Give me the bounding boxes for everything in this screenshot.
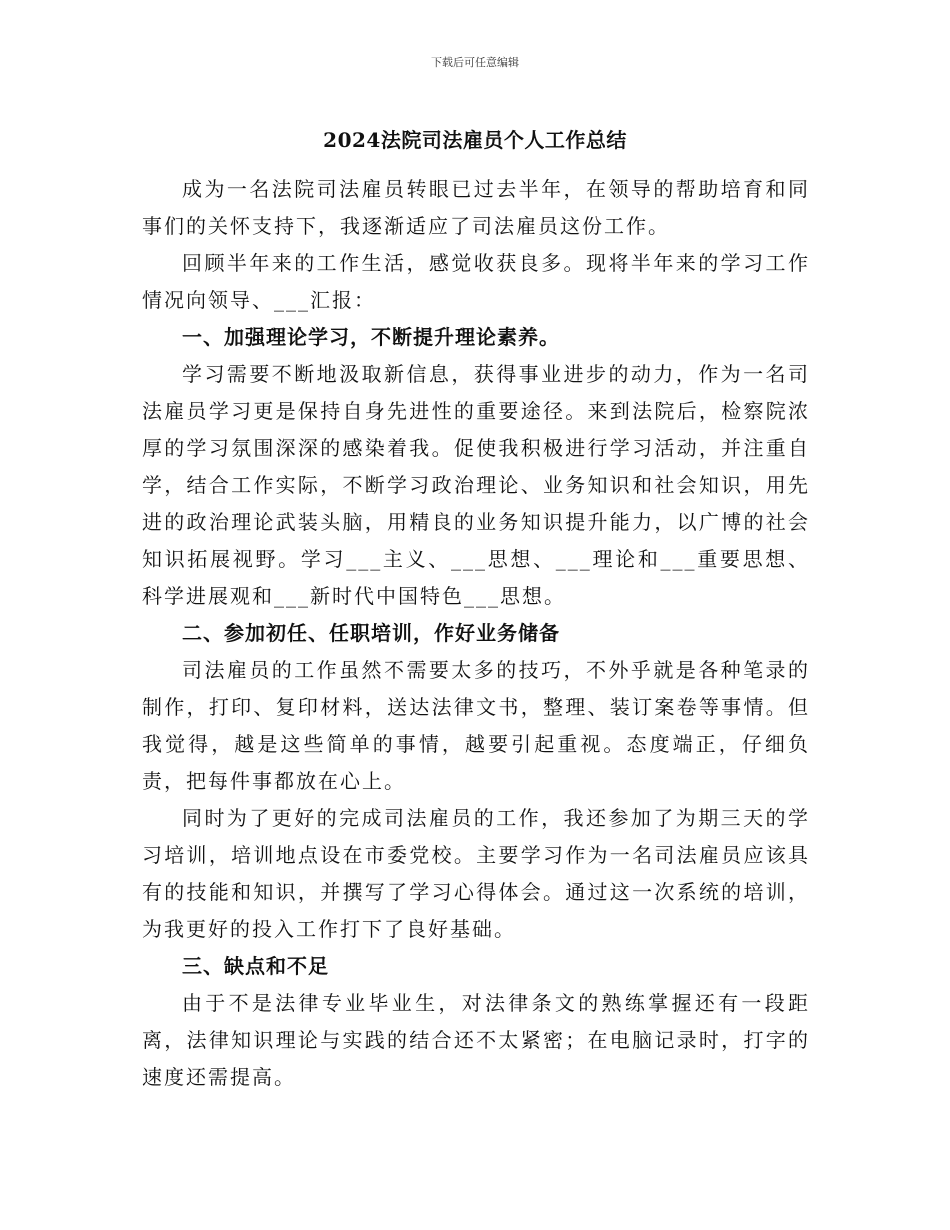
heading-section-2: 二、参加初任、任职培训，作好业务储备 (182, 621, 560, 645)
paragraph-study: 学习需要不断地汲取新信息，获得事业进步的动力，作为一名司法雇员学习更是保持自身先进性的重要途径。来到法院后，检察院浓厚的学习氛围深深的感染着我。促使我积极进行学习活动，并注重自学，结合工作实际，不断学习政治理论、业务知识和社会知识，用先进的政治理论武装头脑，用精良的业务知识提升能力，以广博的社会知识拓展视野。学习___主义、___思想、___理论和___重要思想、科学进展观和___新时代中国特色___思想。 (142, 362, 810, 608)
document-body (142, 171, 810, 1096)
heading-section-3: 三、缺点和不足 (182, 954, 329, 978)
heading-section-1: 一、加强理论学习，不断提升理论素养。 (182, 325, 560, 349)
paragraph-intro: 成为一名法院司法雇员转眼已过去半年，在领导的帮助培育和同事们的关怀支持下，我逐渐适应了司法雇员这份工作。 (142, 177, 810, 238)
paragraph-training: 同时为了更好的完成司法雇员的工作，我还参加了为期三天的学习培训，培训地点设在市委党校。主要学习作为一名司法雇员应该具有的技能和知识，并撰写了学习心得体会。通过这一次系统的培训，为我更好的投入工作打下了良好基础。 (142, 806, 810, 941)
header-note: 下载后可任意编辑 (431, 56, 519, 69)
paragraph-review: 回顾半年来的工作生活，感觉收获良多。现将半年来的学习工作情况向领导、___汇报： (142, 251, 810, 312)
document-title: 2024法院司法雇员个人工作总结 (323, 128, 627, 152)
paragraph-shortcomings: 由于不是法律专业毕业生，对法律条文的熟练掌握还有一段距离，法律知识理论与实践的结合还不太紧密；在电脑记录时，打字的速度还需提高。 (142, 991, 810, 1089)
paragraph-duties: 司法雇员的工作虽然不需要太多的技巧，不外乎就是各种笔录的制作，打印、复印材料，送达法律文书，整理、装订案卷等事情。但我觉得，越是这些简单的事情，越要引起重视。态度端正，仔细负责，把每件事都放在心上。 (142, 658, 810, 793)
